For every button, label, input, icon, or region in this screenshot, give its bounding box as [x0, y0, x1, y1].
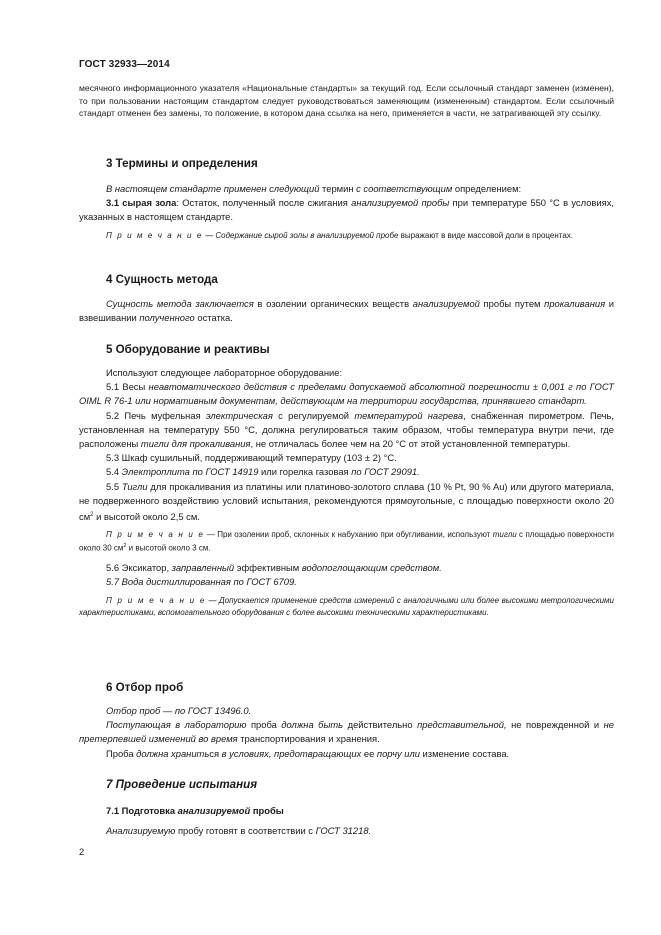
- section-3-heading: 3 Термины и определения: [106, 157, 258, 170]
- section-5-body: Используют следующее лабораторное оборудование: 5.1 Весы неавтоматического действия с пределами допускаемой абсолютной погрешности ± 0,001 г по ГОСТ OIML R 76-1 или нормативным документам, действующим на территории государства, принявшего стандарт. 5.2 Печь муфельная электрическая с регулируемой температурой нагрева, снабженная пирометром. Печь, установленная на температуру 550 °С, должна регулироваться таким образом, чтобы температура внутри печи, где расположены тигли для прокаливания, не отличалась более чем на 20 °С от этой установленной температуры. 5.3 Шкаф сушильный, поддерживающий температуру (103 ± 2) °С. 5.4 Электроплита по ГОСТ 14919 или горелка газовая по ГОСТ 29091. 5.5 Тигли для прокаливания из платины или платиново-золотого сплава (10 % Pt, 90 % Au) или другого материала, не подверженного воздействию условий испытания, рекомендуются прямоугольные, с площадью поверхности около 20 $см^2$ и высотой около 2,5 см. П р и м е ч а н и е — При озолении проб, склонных к набуханию при обугливании, используют тигли с площадью поверхности около 30 $см^2$ и высотой около 3 см. 5.6 Эксикатор, заправленный эффективным водопоглощающим средством. 5.7 Вода дистиллированная по ГОСТ 6709. П р и м е ч а н и е — Допускается применение средств измерений с аналогичными или более высокими метрологическими характеристиками, вспомогательного оборудования с более высокими техническими характеристиками.: [79, 367, 615, 617]
- section-5-note-2: П р и м е ч а н и е — Допускается применение средств измерений с аналогичными или более высокими метрологическими характеристиками, вспомогательного оборудования с более высокими техническими характеристиками.: [79, 596, 614, 617]
- item-5-5: 5.5 Тигли для прокаливания из платины или платиново-золотого сплава (10 % Pt, 90 % Au) или другого материала, не подверженного воздействию условий испытания, рекомендуются прямоугольные, с площадью поверхности около 20 $см^2$ и высотой около 2,5 см.: [79, 480, 614, 523]
- section-4-heading: 4 Сущность метода: [106, 273, 218, 286]
- section-7-heading: 7 Проведение испытания: [106, 778, 258, 791]
- page-number: 2: [79, 846, 85, 857]
- section-3-note: П р и м е ч а н и е — Содержание сырой золы в анализируемой пробе выражают в виде массовой доли в процентах.: [106, 230, 573, 240]
- item-5-4: 5.4 Электроплита по ГОСТ 14919 или горелка газовая по ГОСТ 29091.: [106, 466, 420, 478]
- section-6-heading: 6 Отбор проб: [106, 681, 184, 694]
- item-5-7: 5.7 Вода дистиллированная по ГОСТ 6709.: [106, 576, 297, 588]
- item-5-3: 5.3 Шкаф сушильный, поддерживающий температуру (103 ± 2) °С.: [106, 452, 397, 464]
- intro-paragraph: месячного информационного указателя «Национальные стандарты» за текущий год. Если ссылочный стандарт заменен (изменен), то при пользовании настоящим стандартом следует руководствоваться заменяющим (измененным) стандартом. Если ссылочный стандарт отменен без замены, то положение, в котором дана ссылка на него, применяется в части, не затрагивающей эту ссылку.: [79, 83, 614, 118]
- section-6-body: Отбор проб — по ГОСТ 13496.0. Поступающая в лабораторию проба должна быть действительно представительной, не поврежденной и не претерпевшей изменений во время транспортирования и хранения. Проба должна храниться в условиях, предотвращающих ее порчу или изменение состава.: [79, 705, 614, 759]
- item-5-1: 5.1 Весы неавтоматического действия с пределами допускаемой абсолютной погрешности ± 0,001 г по ГОСТ OIML R 76-1 или нормативным документам, действующим на территории государства, принявшего стандарт.: [79, 381, 615, 407]
- subsection-7-1-heading: 7.1 Подготовка анализируемой пробы: [106, 805, 284, 816]
- section-5-note-1: П р и м е ч а н и е — При озолении проб, склонных к набуханию при обугливании, используют тигли с площадью поверхности около 30 $см^2$ и высотой около 3 см.: [79, 530, 614, 553]
- standard-header: ГОСТ 32933—2014: [79, 59, 170, 70]
- term-3-1: 3.1 сырая зола: Остаток, полученный после сжигания анализируемой пробы при температуре 550 °С в условиях, указанных в настоящем стандарте.: [79, 197, 614, 223]
- section-5-heading: 5 Оборудование и реактивы: [106, 343, 270, 356]
- section-3-body: [79, 182, 614, 241]
- item-5-6: 5.6 Эксикатор, заправленный эффективным водопоглощающим средством.: [106, 562, 442, 574]
- item-5-2: 5.2 Печь муфельная электрическая с регулируемой температурой нагрева, снабженная пирометром. Печь, установленная на температуру 550 °С, должна регулироваться таким образом, чтобы температура внутри печи, где расположены тигли для прокаливания, не отличалась более чем на 20 °С от этой установленной температуры.: [79, 409, 615, 450]
- section-3-lead: В настоящем стандарте применен следующий термин с соответствующим определением:: [106, 183, 522, 194]
- section-4-body: Сущность метода заключается в озолении органических веществ анализируемой пробы путем прокаливания и взвешивании полученного остатка.: [79, 298, 615, 324]
- section-7-body: Анализируемую пробу готовят в соответствии с ГОСТ 31218.: [106, 825, 372, 836]
